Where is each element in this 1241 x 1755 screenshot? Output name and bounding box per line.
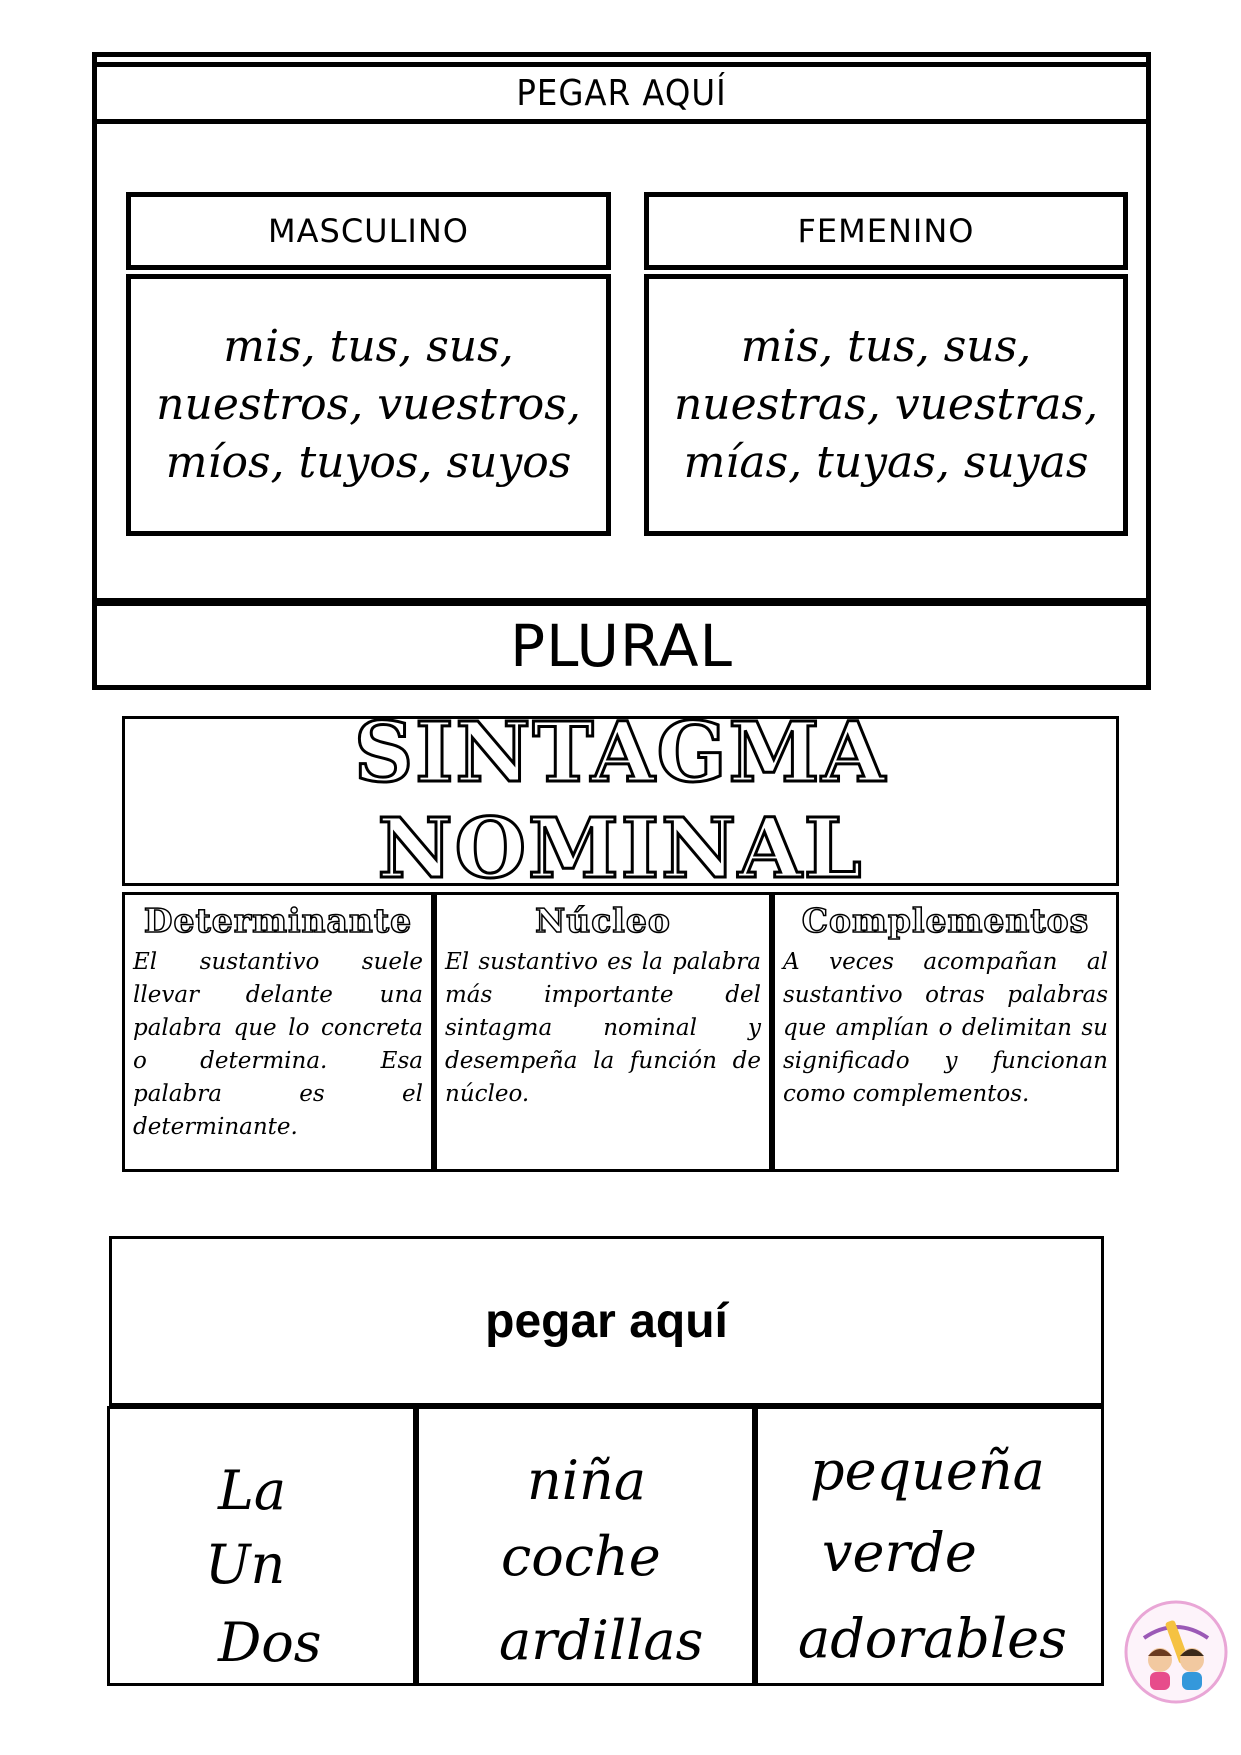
determinantes-column [107,1406,416,1686]
determinante-heading: Determinante [143,901,413,940]
word-determinante: Un [205,1533,286,1596]
word-complemento: verde [822,1521,977,1584]
paste-here-header [92,62,1151,124]
complementos-words-column [755,1406,1104,1686]
word-nucleo: ardillas [499,1609,704,1672]
femenino-line: mis, tus, sus, [740,321,1032,372]
paste-here-label: PEGAR AQUÍ [516,72,727,114]
sintagma-title: SINTAGMA NOMINAL [353,705,888,897]
masculino-header [126,192,611,270]
femenino-header [644,192,1128,270]
femenino-line: mías, tuyas, suyas [683,437,1089,488]
femenino-line: nuestras, vuestras, [673,379,1099,430]
divider [92,598,1151,606]
complementos-heading: Complementos [801,901,1090,940]
determinante-column [122,892,434,1172]
determinante-text: El sustantivo suele llevar delante una palabra que lo concreta o determina. Esa palabra es el determinante. [133,949,423,1140]
paste-here-lower-label: pegar aquí [485,1294,728,1348]
femenino-label: FEMENINO [797,212,975,250]
masculino-box [126,274,611,536]
word-complemento: adorables [798,1607,1067,1670]
children-pencil-logo-icon [1122,1598,1230,1706]
femenino-box [644,274,1128,536]
word-complemento: pequeña [810,1439,1045,1502]
nucleo-text: El sustantivo es la palabra más importante del sintagma nominal y desempeña la función de núcleo. [445,949,761,1107]
sintagma-title-box [122,705,1119,897]
paste-here-box [109,1236,1104,1406]
masculino-label: MASCULINO [268,212,469,250]
complementos-text: A veces acompañan al sustantivo otras palabras que amplían o delimitan su significado y funcionan como complementos. [783,949,1108,1107]
masculino-line: mis, tus, sus, [223,321,514,372]
nucleo-column [434,892,772,1172]
masculino-line: nuestros, vuestros, [156,379,581,430]
masculino-line: míos, tuyos, suyos [165,437,572,488]
plural-label: PLURAL [510,611,733,680]
word-nucleo: coche [501,1525,661,1588]
nucleos-column [416,1406,755,1686]
word-nucleo: niña [527,1449,647,1512]
plural-label-box [92,606,1151,690]
word-determinante: Dos [218,1611,322,1674]
word-determinante: La [218,1459,287,1522]
nucleo-heading: Núcleo [535,901,671,940]
complementos-column [772,892,1119,1172]
